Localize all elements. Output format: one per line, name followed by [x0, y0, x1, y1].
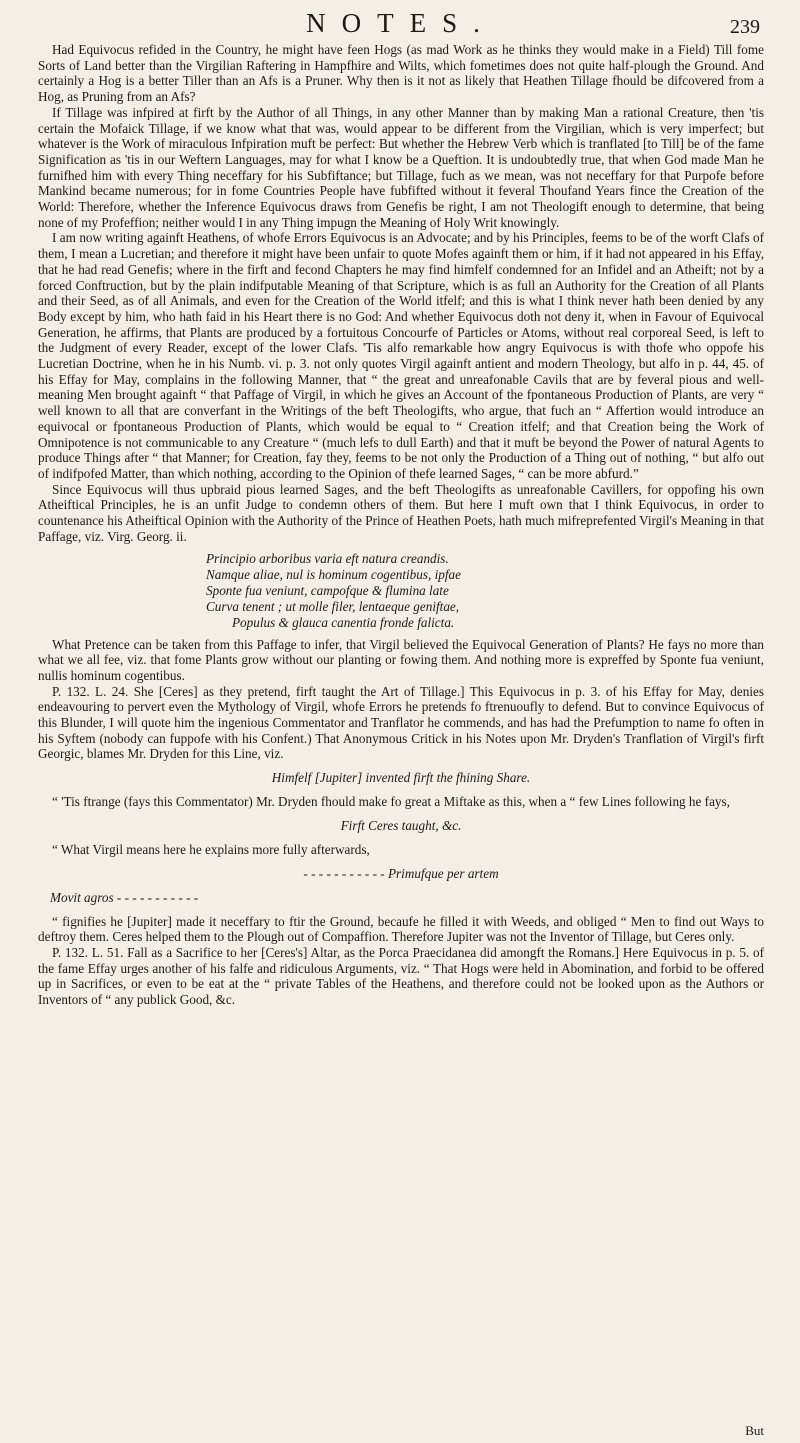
- paragraph: “ 'Tis ftrange (fays this Commentator) Mr. Dryden fhould make fo great a Miftake as this, when a “ few Lines following he fays,: [52, 794, 730, 810]
- paragraph: What Pretence can be taken from this Paffage to infer, that Virgil believed the Equivocal Generation of Plants? He fays no more than what we all fee, viz. that fome Plants grow without our planting or fowing them. And nothing more is expreffed by Sponte fua veniunt, nullis hominum cogentibus.: [38, 636, 764, 683]
- verse-line: Namque aliae, nul is hominum cogentibus, ipfae: [206, 566, 461, 582]
- verse-line: Populus & glauca canentia fronde falicta.: [232, 614, 455, 630]
- paragraph: P. 132. L. 24. She [Ceres] as they pretend, firft taught the Art of Tillage.] This Equivocus in p. 3. of his Effay for May, denies endeavouring to pervert even the Mythology of Virgil, whofe Errors he pretends fo ftrenuoufly to defend. But to convince Equivocus of this Blunder, I will quote him the ingenious Commentator and Tranflator he commends, and has had the Prefumption to name fo often in his Syftem (nobody can fuppofe with his Confent.) That Anonymous Critick in his Notes upon Mr. Dryden's Tranflation of Virgil's firft Georgic, blames Mr. Dryden for this Line, viz.: [38, 683, 764, 762]
- paragraph: I am now writing againft Heathens, of whofe Errors Equivocus is an Advocate; and by his Principles, feems to be of the worft Clafs of them, I mean a Lucretian; and therefore it might have been unfair to quote Mofes againft them or him, if it had not appeared in his Effay, that he had read Genefis; where in the firft and fecond Chapters he may find himfelf condemned for an Infidel and an Atheift; not by a forced Conftruction, but by the plain indifputable Meaning of that Scripture, which is as full an Authority for the Creation of all Plants and their Seed, as of all Animals, and even for the Creation of the World itfelf; and this is what I think never hath been denied by any Body except by him, who hath faid in his Heart there is no God: And whether Equivocus doth not deny it, when in Favour of Equivocal Generation, he affirms, that Plants are produced by a fortuitous Concourfe of Particles or Atoms, without real corporeal Seed, is left to the Judgment of every Reader, except of the lower Clafs. 'Tis alfo remarkable how angry Equivocus is with thofe who oppofe his Lucretian Doctrine, when he in his Numb. vi. p. 3. not only quotes Virgil againft antient and modern Theology, but alfo in p. 44, 45. of his Effay for May, complains in the following Manner, that “ the great and unreafonable Cavils that are by feveral pious and well-meaning Men brought againft “ that Paffage of Virgil, in which he gives an Account of the fpontaneous Production of Plants, are very “ well known to all that are converfant in the Writings of the beft Theologifts, who argue, that fuch an “ Affertion would introduce an equivocal or fpontaneous Production of Plants, which would be equal to “ Creation itfelf; and that Creation being the Work of Omnipotence is not communicable to any Creature “ (much lefs to dull Earth) and that it muft be beyond the Power of natural Agents to produce Things after “ that Manner; for Creation, fay they, feems to be not only the Production of a Thing out of nothing, “ but alfo out of indifpofed Matter, than which nothing, according to the Opinion of thefe learned Sages, “ can be more abfurd.”: [38, 230, 764, 481]
- virgil-line-quote: - - - - - - - - - - - Primufque per artem: [303, 865, 499, 881]
- page-header: [38, 8, 764, 42]
- paragraph: P. 132. L. 51. Fall as a Sacrifice to her [Ceres's] Altar, as the Porca Praecidanea did amongft the Romans.] Here Equivocus in p. 5. of the fame Effay urges another of his falfe and ridiculous Arguments, viz. “ That Hogs were held in Abomination, and forbid to be offered up in Sacrifices, or even to be eat at the “ private Tables of the Heathens, and therefore could not be looked upon as the Authors or Inventors of “ any publick Good, &c.: [38, 944, 764, 1008]
- virgil-line-quote: Movit agros - - - - - - - - - - -: [50, 889, 199, 905]
- catchword: But: [745, 1423, 764, 1438]
- paragraph: Had Equivocus refided in the Country, he might have feen Hogs (as mad Work as he thinks they would make in a Field) Till fome Sorts of Land better than the Virgilian Raftering in Hampfhire and Wilts, which fometimes does not quite half-plough the Ground. And certainly a Hog is a better Tiller than an Afs is a Pruner. Why then is it not as likely that Heathen Tillage fhould be difcovered from a Hog, as Pruning from an Afs?: [38, 42, 764, 105]
- dryden-line-quote: Firft Ceres taught, &c.: [340, 817, 462, 833]
- paragraph: Since Equivocus will thus upbraid pious learned Sages, and the beft Theologifts as unreafonable Cavillers, for oppofing his own Atheiftical Principles, he is an unfit Judge to condemn others of them. But here I muft own that I think Equivocus, in order to countenance his Atheiftical Opinion with the Authority of the Prince of Heathen Poets, hath much mifreprefented Virgil's Meaning in that Paffage, viz. Virg. Georg. ii.: [38, 481, 764, 544]
- paragraph: If Tillage was infpired at firft by the Author of all Things, in any other Manner than by making Man a rational Creature, then 'tis certain the Mofaick Tillage, if we know what that was, would appear to be different from the Virgilian, which is very imperfect; but whatever is the Work of miraculous Infpiration muft be perfect: But whether the Hebrew Verb which is tranflated [to Till] be of the fame Signification as 'tis in our Weftern Languages, may for what I know be a Queftion. It is undoubtedly true, that when God made Man he furnifhed him with every Thing neceffary for his Subfiftance; but Tillage, fuch as we mean, was not neceffary for that Purpofe before Mankind became numerous; for in fome Countries People have fubfifted without it feveral Thoufand Years fince the Creation of the World: Therefore, whether the Inference Equivocus draws from Genefis be right, I am not Theologift enough to determine, that being none of my Profeffion; neither would I in any Thing impugn the Meaning of Holy Writ knowingly.: [38, 104, 764, 230]
- verse-line: Sponte fua veniunt, campofque & flumina late: [206, 582, 449, 598]
- verse-line: Principio arboribus varia eft natura creandis.: [206, 550, 449, 566]
- page-number: 239: [730, 16, 760, 38]
- running-title: NOTES.: [306, 8, 496, 38]
- paragraph: “ What Virgil means here he explains more fully afterwards,: [52, 841, 370, 857]
- verse-line: Curva tenent ; ut molle filer, lentaeque geniftae,: [206, 598, 460, 614]
- latin-verse-quote: [206, 551, 764, 631]
- paragraph: “ fignifies he [Jupiter] made it neceffary to ftir the Ground, becaufe he filled it with Weeds, and obliged “ Men to find out Ways to deftroy them. Ceres helped them to the Plough out of Compaffion. Therefore Jupiter was not the Inventor of Tillage, but Ceres only.: [38, 913, 764, 945]
- dryden-line-quote: Himfelf [Jupiter] invented firft the fhining Share.: [271, 770, 531, 786]
- notes-body: [38, 42, 764, 1008]
